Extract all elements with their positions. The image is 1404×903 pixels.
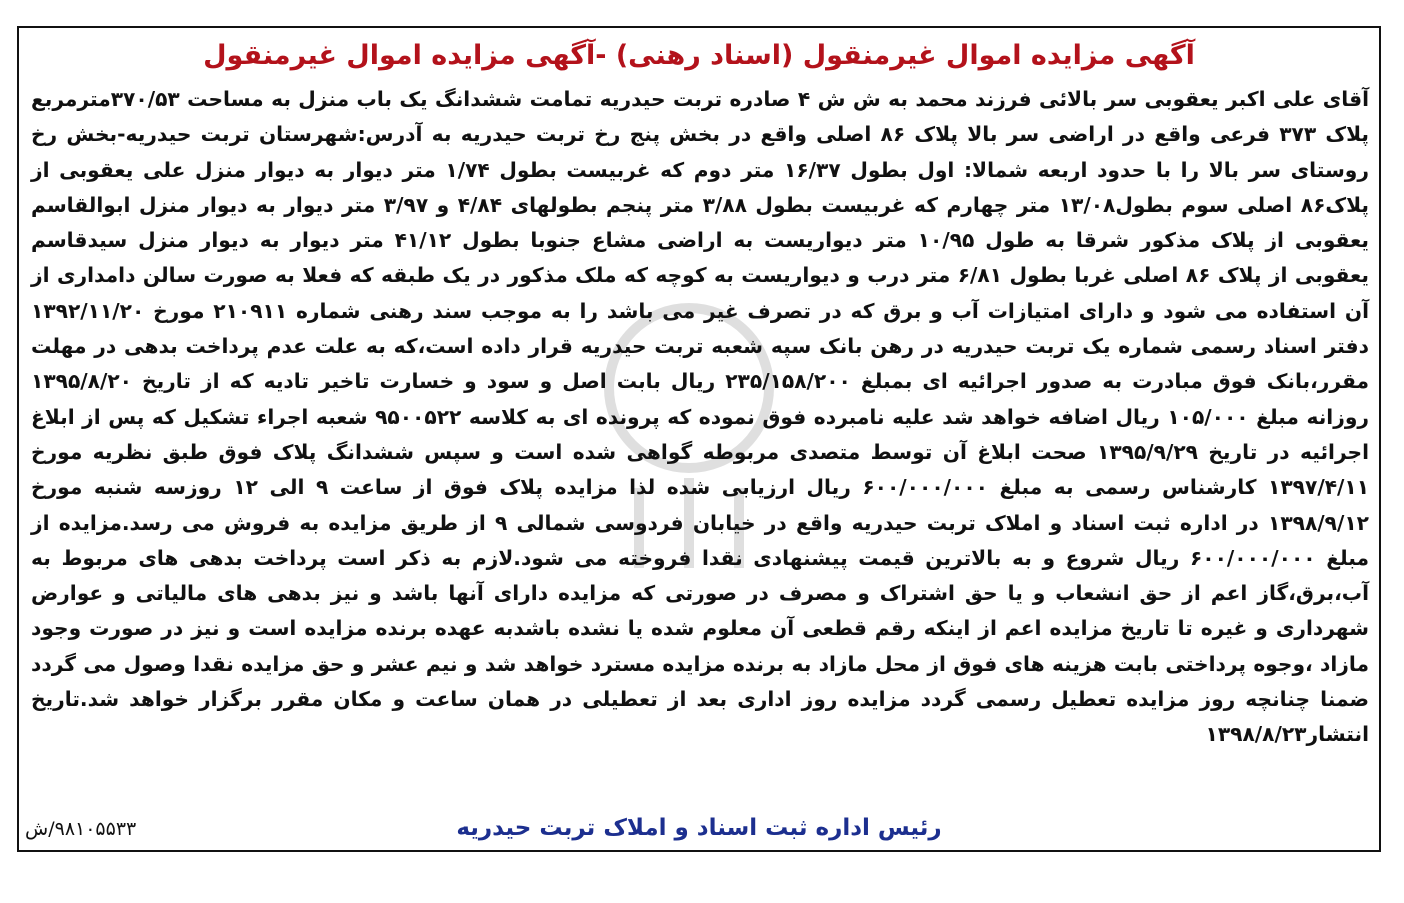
notice-title: آگهی مزایده اموال غیرمنقول (اسناد رهنی) -آگهی مزایده اموال غیرمنقول: [203, 40, 1195, 71]
notice-reference-code: ۹۸۱۰۵۵۳۳/ش: [25, 818, 137, 840]
notice-body: آقای علی اکبر یعقوبی سر بالائی فرزند محمد به ش ش ۴ صادره تربت حیدریه تمامت ششدانگ یک باب منزل به مساحت ۳۷۰/۵۳مترمربع پلاک ۳۷۳ فرعی واقع در اراضی سر بالا پلاک ۸۶ اصلی واقع در بخش پنج رخ تربت حیدریه به آدرس:شهرستان تربت حیدریه-بخش رخ روستای سر بالا را با حدود اربعه شمالا: اول بطول ۱۶/۳۷ متر دوم که غربیست بطول ۱/۷۴ متر دیوار به دیوار منزل علی یعقوبی از پلاک۸۶ اصلی سوم بطول۱۳/۰۸ متر چهارم که غربیست بطول ۳/۸۸ متر پنجم بطولهای ۴/۸۴ و ۳/۹۷ متر دیوار به دیوار منزل ابوالقاسم یعقوبی از پلاک مذکور شرقا به طول ۱۰/۹۵ متر دیواریست به اراضی مشاع جنوبا بطول ۴۱/۱۲ متر دیوار به دیوار منزل سیدقاسم یعقوبی از پلاک ۸۶ اصلی غربا بطول ۶/۸۱ متر درب و دیواریست به کوچه که ملک مذکور در یک طبقه که فعلا به صورت سالن دامداری از آن استفاده می شود و دارای امتیازات آب و برق که در تصرف غیر می باشد را به موجب سند رهنی شماره ۲۱۰۹۱۱ مورخ ۱۳۹۲/۱۱/۲۰ دفتر اسناد رسمی شماره یک تربت حیدریه در رهن بانک سپه شعبه تربت حیدریه قرار داده است،که به علت عدم پرداخت بدهی در مهلت مقرر،بانک فوق مبادرت به صدور اجرائیه ای بمبلغ ۲۳۵/۱۵۸/۲۰۰ ریال بابت اصل و سود و خسارت تاخیر تادیه که از تاریخ ۱۳۹۵/۸/۲۰ روزانه مبلغ ۱۰۵/۰۰۰ ریال اضافه خواهد شد علیه نامبرده فوق نموده که پرونده ای به کلاسه ۹۵۰۰۵۲۲ شعبه اجراء تشکیل که پس از ابلاغ اجرائیه در تاریخ ۱۳۹۵/۹/۲۹ صحت ابلاغ آن توسط متصدی مربوطه گواهی شده است و سپس ششدانگ پلاک فوق طبق نظریه مورخ ۱۳۹۷/۴/۱۱ کارشناس رسمی به مبلغ ۶۰۰/۰۰۰/۰۰۰ ریال ارزیابی شده لذا مزایده پلاک فوق از ساعت ۹ الی ۱۲ روزسه شنبه مورخ ۱۳۹۸/۹/۱۲ در اداره ثبت اسناد و املاک تربت حیدریه واقع در خیابان فردوسی شمالی ۹ از طریق مزایده به فروش می رسد.مزایده از مبلغ ۶۰۰/۰۰۰/۰۰۰ ریال شروع و به بالاترین قیمت پیشنهادی نقدا فروخته می شود.لازم به ذکر است پرداخت بدهی های مربوط به آب،برق،گاز اعم از حق انشعاب و یا حق اشتراک و مصرف در صورتی که مزایده دارای آنها باشد و نیز بدهی های مالیاتی و عوارض شهرداری و غیره تا تاریخ مزایده اعم از اینکه رقم قطعی آن معلوم شده یا نشده باشدبه عهده برنده مزایده است و نیز در صورت وجود مازاد ،وجوه پرداختی بابت هزینه های فوق از محل مازاد به برنده مزایده مسترد خواهد شد و نیم عشر و حق مزایده نقدا وصول می گردد ضمنا چنانچه روز مزایده تعطیل رسمی گردد مزایده روز اداری بعد از تعطیلی در همان ساعت و مکان مقرر برگزار خواهد شد.تاریخ انتشار۱۳۹۸/۸/۲۳: [31, 87, 1370, 747]
notice-signature: رئیس اداره ثبت اسناد و املاک تربت حیدریه: [456, 815, 942, 841]
notice-frame: [17, 26, 1381, 852]
